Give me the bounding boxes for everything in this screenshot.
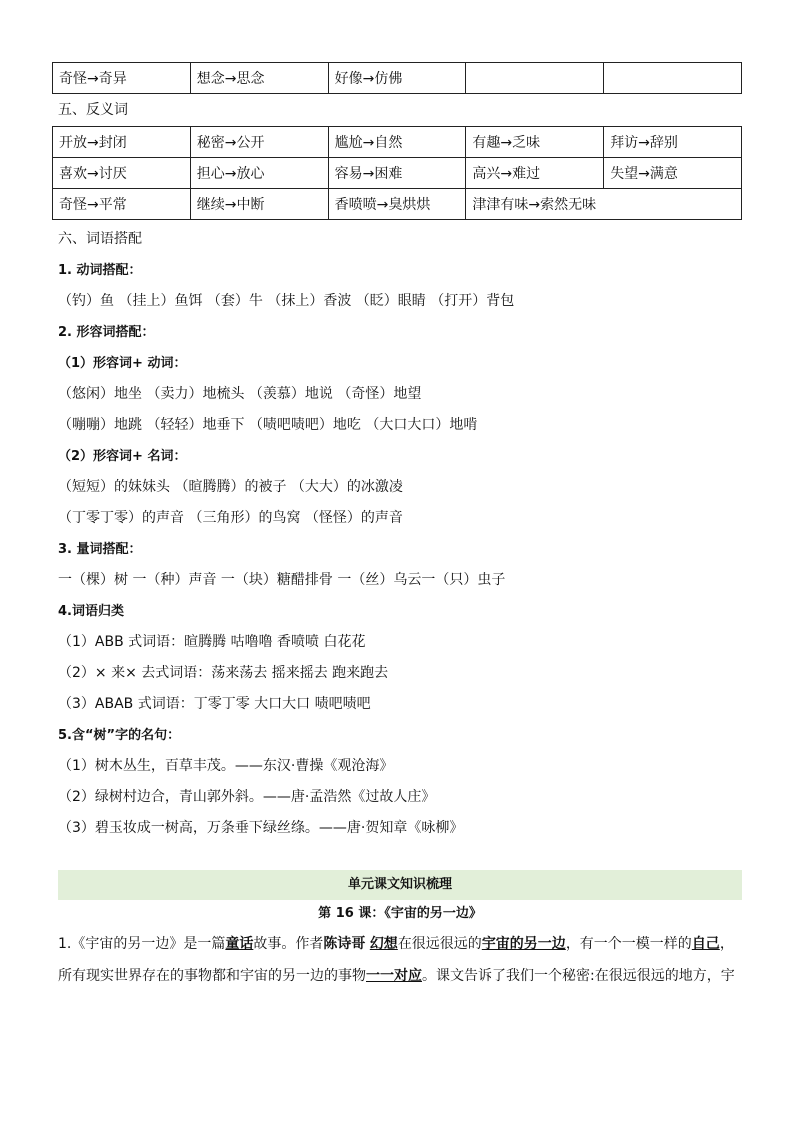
text-run: 在很远很远的: [397, 936, 482, 952]
lesson-paragraph-line: [58, 960, 742, 992]
table-cell: 尴尬→自然: [328, 127, 466, 158]
lesson-paragraph-line: [58, 928, 742, 960]
text-run: 1.《宇宙的另一边》是一篇: [58, 936, 226, 952]
text-run: 故事。作者: [253, 936, 324, 952]
table-cell: 秘密→公开: [190, 127, 328, 158]
keyword-correspond: 一一对应: [366, 968, 422, 984]
table-cell: 喜欢→讨厌: [53, 158, 191, 189]
adjective-collocation-title: 2. 形容词搭配：: [58, 325, 155, 340]
word-classification-title: 4.词语归类: [58, 604, 124, 619]
quote-line: （1）树木丛生，百草丰茂。——东汉·曹操《观沧海》: [58, 758, 394, 774]
keyword-genre: 童话: [225, 936, 254, 952]
table-row: [53, 127, 742, 158]
table-cell: 有趣→乏味: [466, 127, 604, 158]
collocation-heading: 六、词语搭配: [58, 231, 142, 247]
keyword-other-side: 宇宙的另一边: [481, 936, 566, 952]
table-cell: 好像→仿佛: [328, 63, 466, 94]
table-cell: 开放→封闭: [53, 127, 191, 158]
measure-word-title: 3. 量词搭配：: [58, 542, 142, 557]
keyword-self: 自己: [691, 936, 720, 952]
text-run: ，: [719, 936, 734, 952]
section-banner: 单元课文知识梳理: [58, 870, 742, 900]
keyword-imagine: 幻想: [369, 936, 398, 952]
adjective-noun-line: （丁零丁零）的声音 （三角形）的鸟窝 （怪怪）的声音: [58, 510, 403, 526]
table-cell: 奇怪→奇异: [53, 63, 191, 94]
table-cell: [604, 63, 742, 94]
table-cell: 香喷喷→臭烘烘: [328, 189, 466, 220]
table-cell: [466, 63, 604, 94]
document-page: [52, 62, 742, 992]
table-cell: 失望→满意: [604, 158, 742, 189]
table-cell: 高兴→难过: [466, 158, 604, 189]
classification-line: （1）ABB 式词语：暄腾腾 咕噜噜 香喷喷 白花花: [58, 634, 366, 650]
verb-collocation-title: 1. 动词搭配：: [58, 263, 142, 278]
tree-quotes-title: 5.含“树”字的名句：: [58, 728, 181, 743]
table-cell: 容易→困难: [328, 158, 466, 189]
table-cell: 拜访→辞别: [604, 127, 742, 158]
adjective-noun-line: （短短）的妹妹头 （暄腾腾）的被子 （大大）的冰激凌: [58, 479, 403, 495]
table-cell: 奇怪→平常: [53, 189, 191, 220]
antonyms-table: [52, 126, 742, 220]
classification-line: （2）× 来× 去式词语：荡来荡去 摇来摇去 跑来跑去: [58, 665, 389, 681]
text-run: 。课文告诉了我们一个秘密:在很远很远的地方，宇: [422, 968, 735, 984]
quote-line: （3）碧玉妆成一树高，万条垂下绿丝绦。——唐·贺知章《咏柳》: [58, 820, 464, 836]
table-row: [53, 189, 742, 220]
measure-word-line: 一（棵）树 一（种）声音 一（块）糖醋排骨 一（丝）乌云一（只）虫子: [58, 572, 506, 588]
verb-collocation-line: （钓）鱼 （挂上）鱼饵 （套）牛 （抹上）香波 （眨）眼睛 （打开）背包: [58, 293, 515, 309]
table-cell: 担心→放心: [190, 158, 328, 189]
table-cell: 继续→中断: [190, 189, 328, 220]
top-table: [52, 62, 742, 94]
adjective-verb-line: （嘣嘣）地跳 （轻轻）地垂下 （啧吧啧吧）地吃 （大口大口）地啃: [58, 417, 478, 433]
table-row: [53, 63, 742, 94]
quote-line: （2）绿树村边合，青山郭外斜。——唐·孟浩然《过故人庄》: [58, 789, 436, 805]
text-run: ，有一个一模一样的: [565, 936, 692, 952]
text-run: 所有现实世界存在的事物都和宇宙的另一边的事物: [58, 968, 366, 984]
table-row: [53, 158, 742, 189]
lesson-title: 第 16 课：《宇宙的另一边》: [318, 906, 482, 921]
keyword-author: 陈诗哥: [323, 936, 366, 952]
adjective-verb-line: （悠闲）地坐 （卖力）地梳头 （羡慕）地说 （奇怪）地望: [58, 386, 422, 402]
antonyms-heading: 五、反义词: [58, 102, 128, 118]
table-cell: 想念→思念: [190, 63, 328, 94]
table-cell: 津津有味→索然无味: [466, 189, 742, 220]
classification-line: （3）ABAB 式词语：丁零丁零 大口大口 啧吧啧吧: [58, 696, 371, 712]
adjective-noun-title: （2）形容词+ 名词：: [58, 449, 187, 464]
adjective-verb-title: （1）形容词+ 动词：: [58, 356, 187, 371]
